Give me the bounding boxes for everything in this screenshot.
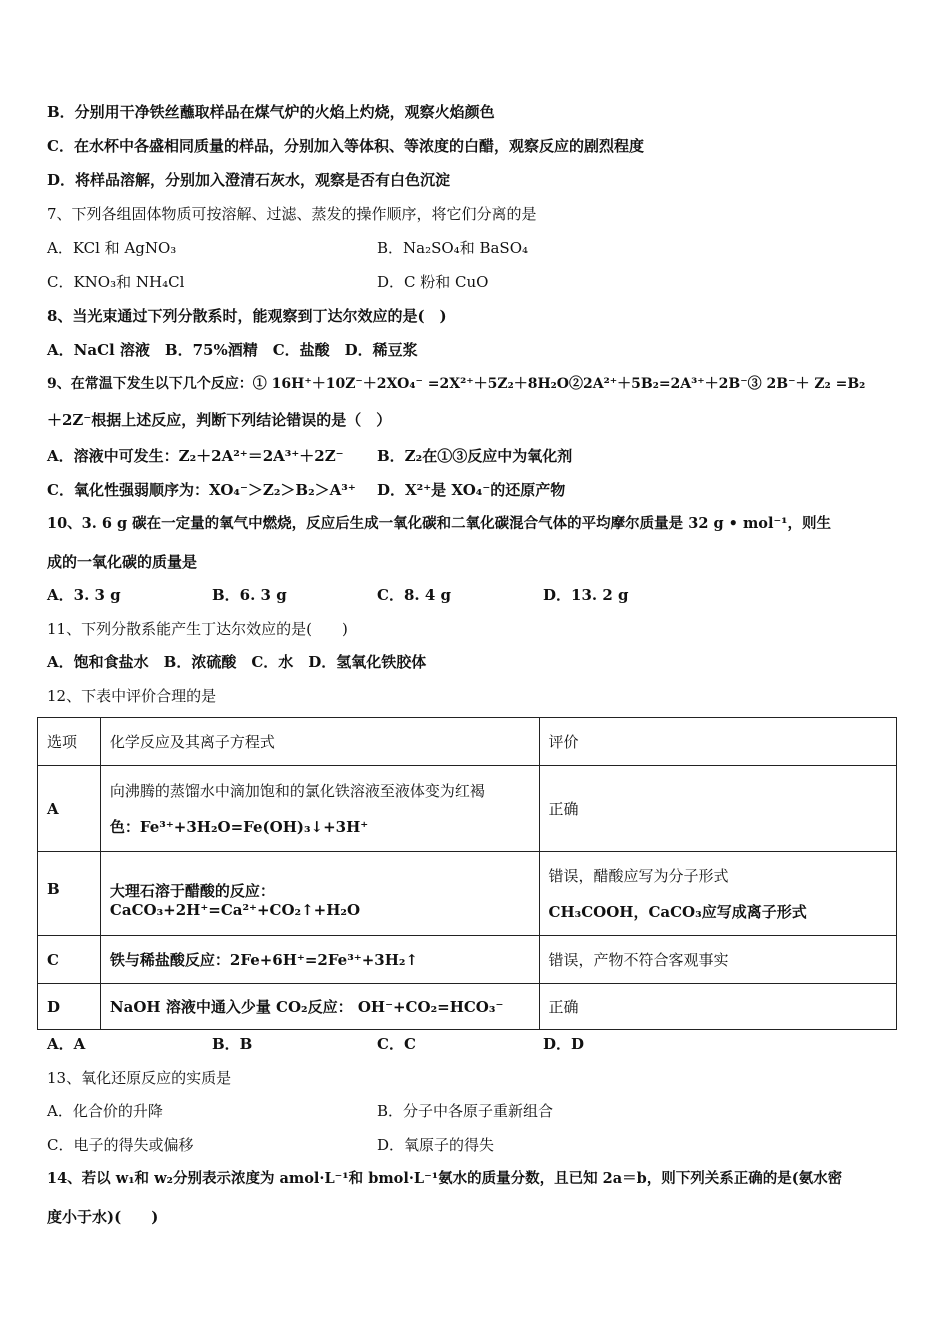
q9-stem-line2: ＋2Z⁻根据上述反应，判断下列结论错误的是（ ） [47,411,392,429]
row-a-label: A [38,766,101,852]
row-c-evaluation: 错误，产物不符合客观事实 [539,936,896,984]
q7-option-a: A．KCl 和 AgNO₃ [47,239,177,257]
q9-stem-line1: 9、在常温下发生以下几个反应：① 16H⁺＋10Z⁻＋2XO₄⁻ =2X²⁺＋5Z₂＋8H₂O②2A²⁺＋5B₂=2A³⁺＋2B⁻③ 2B⁻＋ Z₂ =B₂ [47,376,866,392]
q10-stem-line1: 10、3. 6 g 碳在一定量的氧气中燃烧，反应后生成一氧化碳和二氧化碳混合气体的平均摩尔质量是 32 g • mol⁻¹，则生 [47,515,831,532]
q13-option-d: D．氧原子的得失 [377,1136,495,1154]
q9-option-c: C．氧化性强弱顺序为：XO₄⁻＞Z₂＞B₂＞A³⁺ [47,481,356,499]
option-b-flame-test: B．分别用干净铁丝蘸取样品在煤气炉的火焰上灼烧，观察火焰颜色 [47,103,495,121]
header-option: 选项 [38,718,101,766]
q14-stem-line1: 14、若以 w₁和 w₂分别表示浓度为 amol·L⁻¹和 bmol·L⁻¹氨水的质量分数，且已知 2a＝b，则下列关系正确的是(氨水密 [47,1170,843,1187]
q12-stem: 12、下表中评价合理的是 [47,687,217,705]
table-row [38,852,897,936]
row-b-evaluation-line2: CH₃COOH，CaCO₃应写成离子形式 [548,902,807,921]
q10-option-b: B．6. 3 g [212,586,287,604]
q13-option-a: A．化合价的升降 [47,1102,163,1120]
row-a-equation-line2: 色：Fe³⁺+3H₂O=Fe(OH)₃↓+3H⁺ [109,817,369,836]
q10-option-a: A．3. 3 g [47,586,121,604]
option-c-vinegar-test: C．在水杯中各盛相同质量的样品，分别加入等体积、等浓度的白醋，观察反应的剧烈程度 [47,137,644,155]
row-c-equation: 铁与稀盐酸反应：2Fe+6H⁺=2Fe³⁺+3H₂↑ [100,936,539,984]
row-b-equation: 大理石溶于醋酸的反应： CaCO₃+2H⁺=Ca²⁺+CO₂↑+H₂O [109,882,361,919]
q10-option-c: C．8. 4 g [377,586,451,604]
q9-option-a: A．溶液中可发生：Z₂＋2A²⁺＝2A³⁺＋2Z⁻ [47,447,344,465]
q12-option-a: A．A [47,1035,86,1053]
row-b-evaluation-line1: 错误，醋酸应写为分子形式 [548,866,729,885]
row-c-label: C [38,936,101,984]
q8-options: A．NaCl 溶液 B．75%酒精 C．盐酸 D．稀豆浆 [47,341,418,359]
q13-option-b: B．分子中各原子重新组合 [377,1102,554,1120]
q12-option-b: B．B [212,1035,253,1053]
q12-option-d: D．D [543,1035,585,1053]
q10-stem-line2: 成的一氧化碳的质量是 [47,553,198,571]
q7-option-b: B．Na₂SO₄和 BaSO₄ [377,239,529,257]
table-row [38,984,897,1030]
row-d-label: D [38,984,101,1030]
q9-option-b: B．Z₂在①③反应中为氧化剂 [377,447,573,465]
header-equation: 化学反应及其离子方程式 [100,718,539,766]
q7-option-c: C．KNO₃和 NH₄Cl [47,273,185,291]
row-b-label: B [38,852,101,936]
row-d-evaluation: 正确 [539,984,896,1030]
q13-option-c: C．电子的得失或偏移 [47,1136,194,1154]
evaluation-table [37,717,897,1030]
row-a-evaluation: 正确 [539,766,896,852]
row-d-equation: NaOH 溶液中通入少量 CO₂反应： OH⁻+CO₂=HCO₃⁻ [100,984,539,1030]
q7-stem: 7、下列各组固体物质可按溶解、过滤、蒸发的操作顺序，将它们分离的是 [47,205,537,223]
option-d-limewater-test: D．将样品溶解，分别加入澄清石灰水，观察是否有白色沉淀 [47,171,451,189]
table-row [38,766,897,852]
q7-option-d: D．C 粉和 CuO [377,273,489,291]
table-header-row [38,718,897,766]
q8-stem: 8、当光束通过下列分散系时，能观察到丁达尔效应的是( ) [47,307,447,325]
header-evaluation: 评价 [539,718,896,766]
row-a-equation-line1: 向沸腾的蒸馏水中滴加饱和的氯化铁溶液至液体变为红褐 [109,781,485,800]
q13-stem: 13、氧化还原反应的实质是 [47,1069,232,1087]
q9-option-d: D．X²⁺是 XO₄⁻的还原产物 [377,481,566,499]
q10-option-d: D．13. 2 g [543,586,629,604]
q11-stem: 11、下列分散系能产生丁达尔效应的是( ) [47,620,348,638]
q12-option-c: C．C [377,1035,416,1053]
q14-stem-line2: 度小于水)( ) [47,1208,159,1226]
q11-options: A．饱和食盐水 B．浓硫酸 C．水 D．氢氧化铁胶体 [47,653,427,671]
table-row [38,936,897,984]
